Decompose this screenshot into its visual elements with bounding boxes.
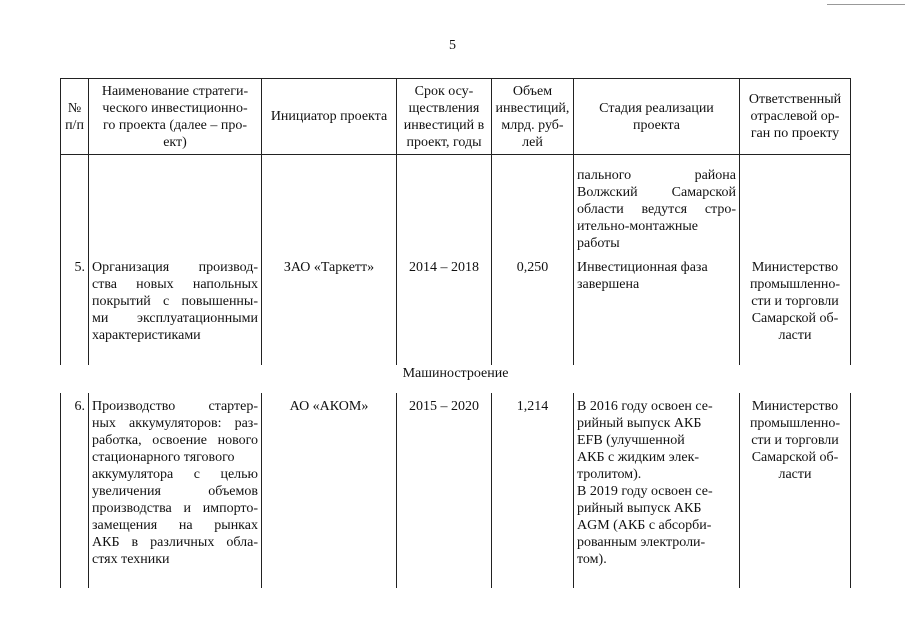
sector-title: Машиностроение xyxy=(402,366,509,381)
table-row xyxy=(61,393,851,588)
stage-line: рованным электроли- xyxy=(577,535,706,550)
row6-initiator: АО «АКОМ» xyxy=(262,393,397,588)
row6-name-cell xyxy=(89,393,262,588)
name-line: стях техники xyxy=(92,552,170,567)
name-line: Организация производ- xyxy=(92,260,258,275)
name-line: характеристиками xyxy=(92,328,201,343)
table-row-continuation xyxy=(61,155,851,253)
investment-projects-table xyxy=(60,78,851,588)
name-line: работка, освоение нового xyxy=(92,433,258,448)
table-row xyxy=(61,252,851,365)
row6-responsible-cell xyxy=(740,393,851,588)
name-line: увеличения объемов xyxy=(92,484,258,499)
row6-stage-cell xyxy=(574,393,740,588)
responsible-line: ласти xyxy=(778,328,812,343)
responsible-line: сти и торговли xyxy=(751,433,839,448)
name-line: замещения на рынках xyxy=(92,518,258,533)
header-num: № п/п xyxy=(61,79,89,155)
stage-line: AGM (АКБ с абсорби- xyxy=(577,518,712,533)
header-volume: Объем инвестиций, млрд. руб- лей xyxy=(492,79,574,155)
responsible-line: ласти xyxy=(778,467,812,482)
stage-line: работы xyxy=(577,236,620,251)
row5-num: 5. xyxy=(61,252,89,365)
header-name: Наименование стратеги- ческого инвестиционно- го проекта (далее – про- ект) xyxy=(89,79,262,155)
responsible-line: Самарской об- xyxy=(751,311,839,326)
name-line: АКБ в различных обла- xyxy=(92,535,258,550)
stage-line: ительно-монтажные xyxy=(577,219,698,234)
row5-stage-cell xyxy=(574,252,740,365)
stage-line: тролитом). xyxy=(577,467,642,482)
responsible-line: промышленно- xyxy=(749,277,841,292)
responsible-line: сти и торговли xyxy=(751,294,839,309)
row5-responsible-cell xyxy=(740,252,851,365)
stage-line: В 2016 году освоен се- xyxy=(577,399,713,414)
stage-line: том). xyxy=(577,552,607,567)
name-line: Производство стартер- xyxy=(92,399,258,414)
name-line: аккумулятора с целью xyxy=(92,467,258,482)
row5-term: 2014 – 2018 xyxy=(397,252,492,365)
row6-num: 6. xyxy=(61,393,89,588)
row5-name-cell xyxy=(89,252,262,365)
sector-row xyxy=(61,365,851,393)
name-line: стационарного тягового xyxy=(92,450,235,465)
stage-line: области ведутся стро- xyxy=(577,202,736,217)
name-line: производства и импорто- xyxy=(92,501,258,516)
responsible-line: Самарской об- xyxy=(751,450,839,465)
responsible-line: Министерство xyxy=(751,399,839,414)
continuation-stage-cell xyxy=(574,155,740,253)
page-number: 5 xyxy=(449,38,456,53)
name-line: ных аккумуляторов: раз- xyxy=(92,416,258,431)
responsible-line: Министерство xyxy=(751,260,839,275)
stage-line: В 2019 году освоен се- xyxy=(577,484,713,499)
row5-initiator: ЗАО «Таркетт» xyxy=(262,252,397,365)
stage-line: завершена xyxy=(577,277,640,292)
row6-term: 2015 – 2020 xyxy=(397,393,492,588)
table-header-row xyxy=(61,79,851,155)
row6-volume: 1,214 xyxy=(492,393,574,588)
stage-line: Волжский Самарской xyxy=(577,185,736,200)
header-initiator: Инициатор проекта xyxy=(262,79,397,155)
corner-mark-line xyxy=(827,4,905,5)
stage-line: Инвестиционная фаза xyxy=(577,260,708,275)
header-term: Срок осу- ществления инвестиций в проект, годы xyxy=(397,79,492,155)
name-line: ства новых напольных xyxy=(92,277,258,292)
stage-line: АКБ с жидким элек- xyxy=(577,450,700,465)
stage-line: EFB (улучшенной xyxy=(577,433,685,448)
stage-line: рийный выпуск АКБ xyxy=(577,416,702,431)
stage-line: рийный выпуск АКБ xyxy=(577,501,702,516)
name-line: ми эксплуатационными xyxy=(92,311,258,326)
stage-line: пального района xyxy=(577,168,736,183)
responsible-line: промышленно- xyxy=(749,416,841,431)
name-line: покрытий с повышенны- xyxy=(92,294,258,309)
row5-volume: 0,250 xyxy=(492,252,574,365)
header-stage: Стадия реализации проекта xyxy=(574,79,740,155)
header-responsible: Ответственный отраслевой ор- ган по проекту xyxy=(740,79,851,155)
